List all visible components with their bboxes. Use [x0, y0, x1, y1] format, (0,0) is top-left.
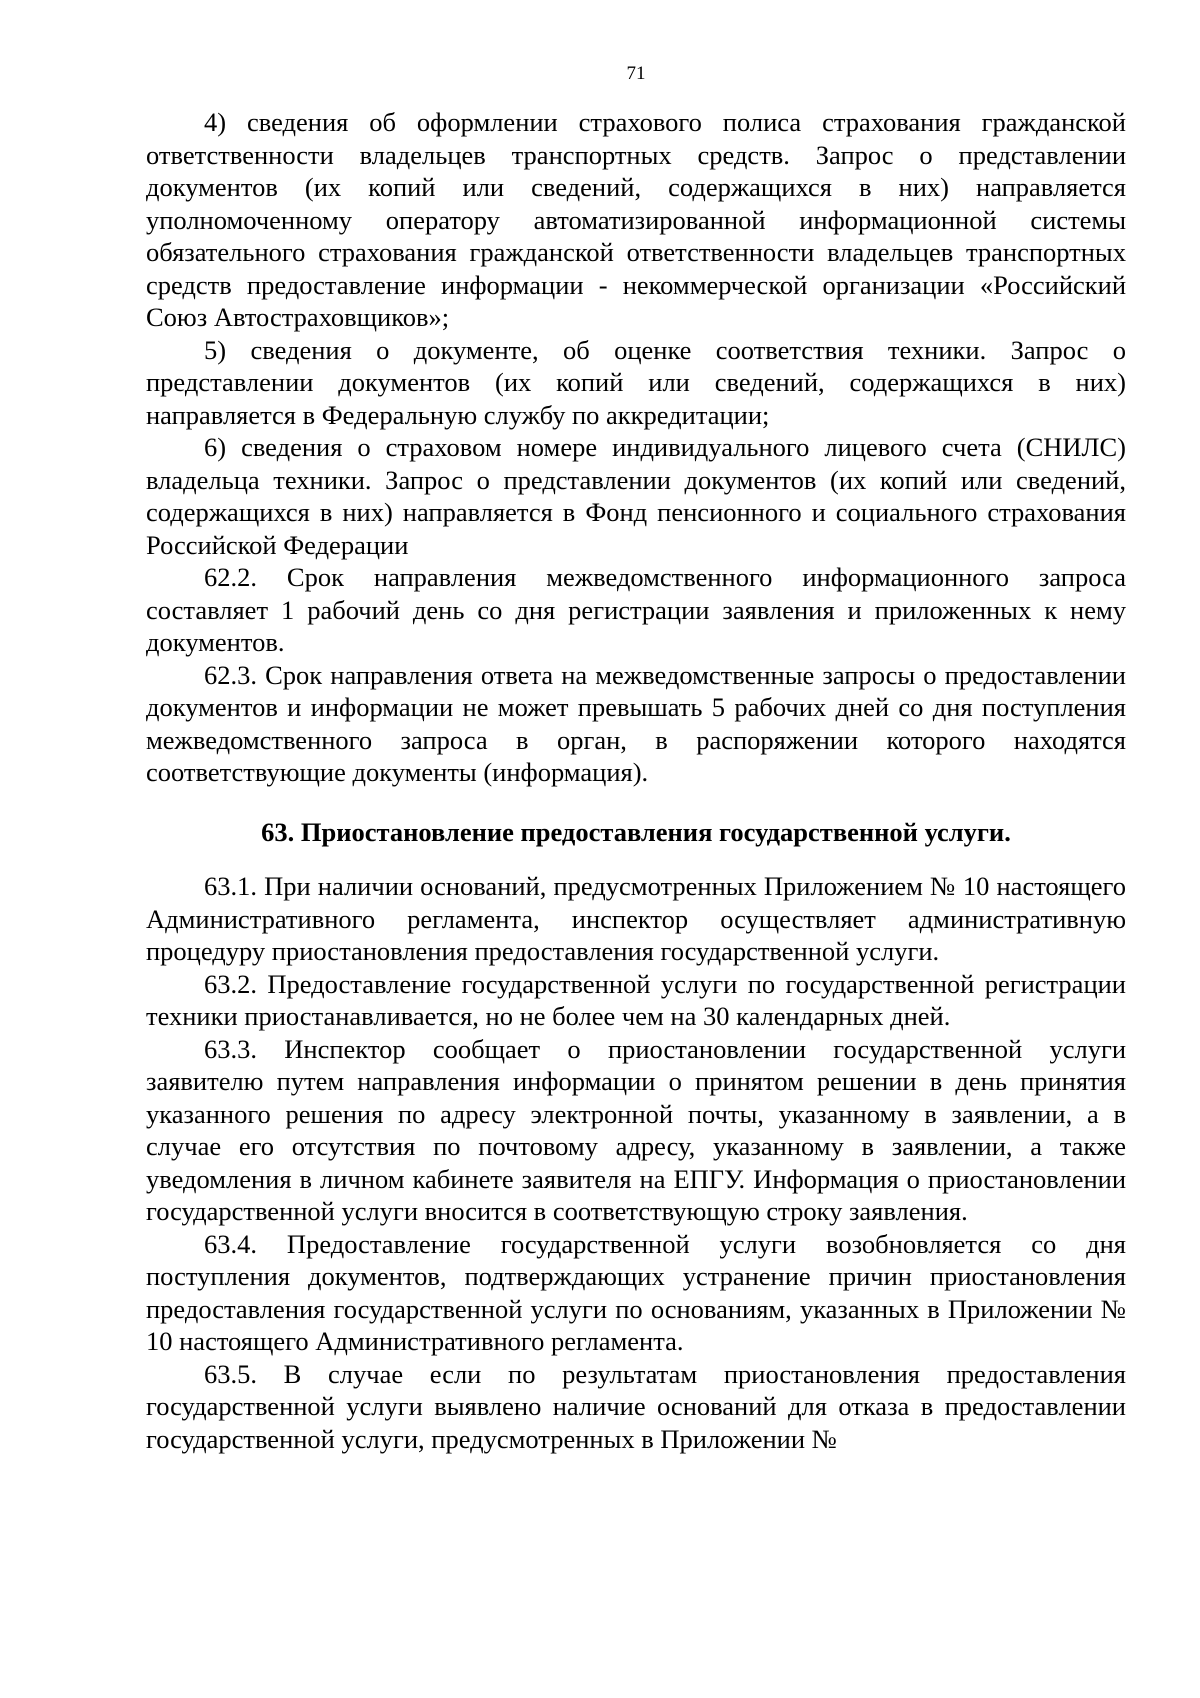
paragraph-item-4-insurance-policy: 4) сведения об оформлении страхового полиса страхования гражданской ответственности владельцев транспортных средств. Запрос о представлении документов (их копий или сведений, содержащихся в них) направляется уполномоченному оператору автоматизированной информационной системы обязательного страхования гражданской ответственности владельцев транспортных средств предоставление информации - некоммерческой организации «Российский Союз Автостраховщиков»; — [146, 107, 1126, 332]
paragraph-63-3: 63.3. Инспектор сообщает о приостановлении государственной услуги заявителю путем направления информации о принятом решении в день принятия указанного решения по адресу электронной почты, указанному в заявлении, а в случае его отсутствия по почтовому адресу, указанному в заявлении, а также уведомления в личном кабинете заявителя на ЕПГУ. Информация о приостановлении государственной услуги вносится в соответствующую строку заявления. — [146, 1033, 1126, 1226]
paragraph-62-3: 62.3. Срок направления ответа на межведомственные запросы о предоставлении документов и информации не может превышать 5 рабочих дней со дня поступления межведомственного запроса в орган, в распоряжении которого находятся соответствующие документы (информация). — [146, 659, 1126, 787]
page-number: 71 — [626, 63, 646, 84]
document-page — [146, 62, 1126, 1455]
paragraph-63-2: 63.2. Предоставление государственной услуги по государственной регистрации техники приостанавливается, но не более чем на 30 календарных дней. — [146, 968, 1126, 1031]
paragraph-item-6-snils: 6) сведения о страховом номере индивидуального лицевого счета (СНИЛС) владельца техники. Запрос о представлении документов (их копий или сведений, содержащихся в них) направляется в Фонд пенсионного и социального страхования Российской Федерации — [146, 432, 1126, 560]
section-heading-63: 63. Приостановление предоставления государственной услуги. — [261, 816, 1011, 847]
paragraph-item-5-conformity-assessment: 5) сведения о документе, об оценке соответствия техники. Запрос о представлении документов (их копий или сведений, содержащихся в них) направляется в Федеральную службу по аккредитации; — [146, 334, 1126, 430]
paragraph-63-5: 63.5. В случае если по результатам приостановления предоставления государственной услуги выявлено наличие оснований для отказа в предоставлении государственной услуги, предусмотренных в Приложении № — [146, 1358, 1126, 1454]
paragraph-63-1: 63.1. При наличии оснований, предусмотренных Приложением № 10 настоящего Административного регламента, инспектор осуществляет административную процедуру приостановления предоставления государственной услуги. — [146, 871, 1126, 966]
paragraph-63-4: 63.4. Предоставление государственной услуги возобновляется со дня поступления документов, подтверждающих устранение причин приостановления предоставления государственной услуги по основаниям, указанных в Приложении № 10 настоящего Административного регламента. — [146, 1228, 1126, 1356]
paragraph-62-2: 62.2. Срок направления межведомственного информационного запроса составляет 1 рабочий день со дня регистрации заявления и приложенных к нему документов. — [146, 562, 1126, 657]
